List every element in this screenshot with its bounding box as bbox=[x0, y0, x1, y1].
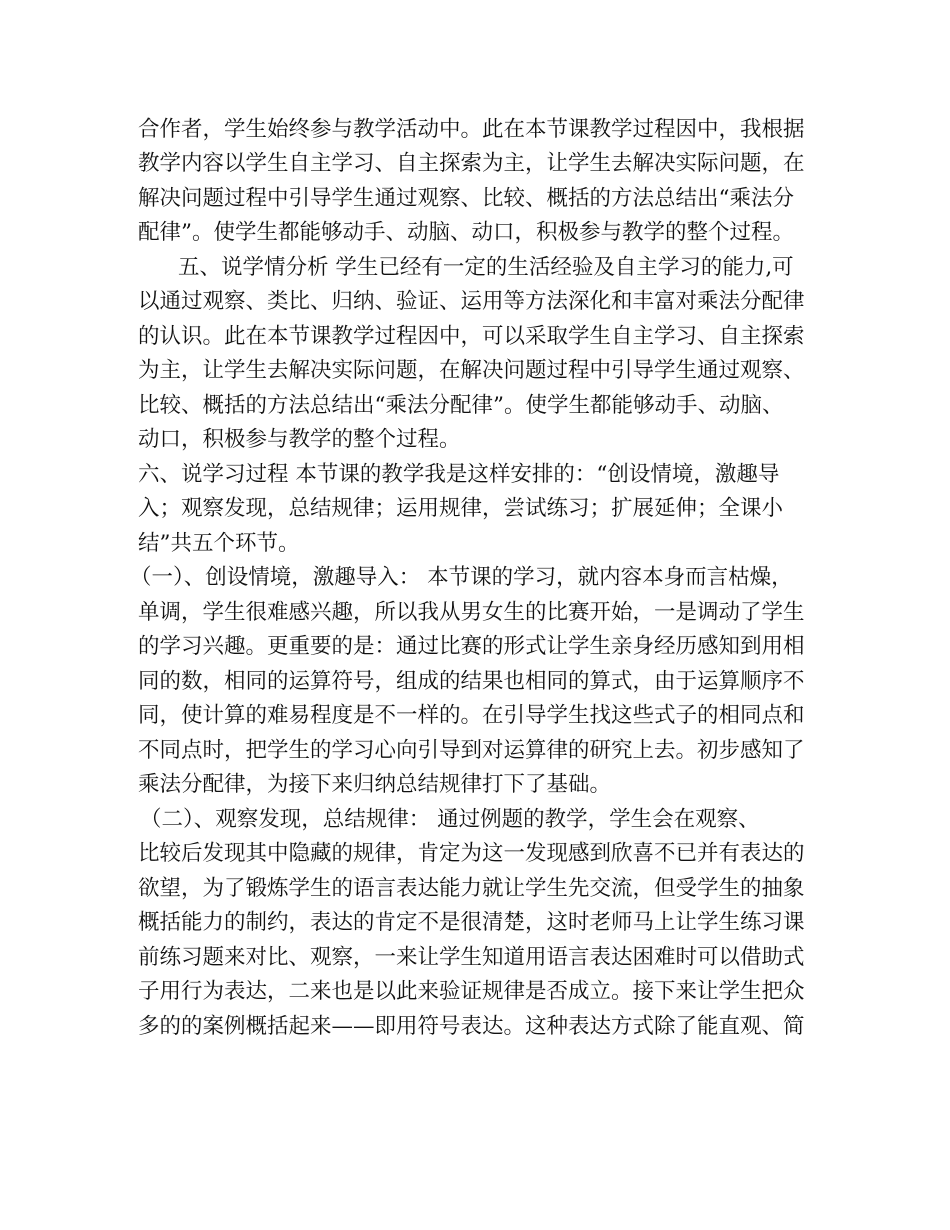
section-heading-line: 六、说学习过程 本节课的教学我是这样安排的：“创设情境，激趣导 bbox=[138, 462, 780, 487]
text-line: 配律”。使学生都能够动手、动脑、动口，积极参与教学的整个过程。 bbox=[138, 220, 794, 245]
subsection-heading-line: （一）、创设情境，激趣导入： 本节课的学习，就内容本身而言枯燥， bbox=[130, 565, 793, 590]
text-line: 比较后发现其中隐藏的规律，肯定为这一发现感到欣喜不已并有表达的 bbox=[138, 841, 805, 866]
text-line: 的认识。此在本节课教学过程因中，可以采取学生自主学习、自主探索 bbox=[138, 324, 805, 349]
text-line: 同的数，相同的运算符号，组成的结果也相同的算式，由于运算顺序不 bbox=[138, 669, 805, 694]
text-line: 的学习兴趣。更重要的是：通过比赛的形式让学生亲身经历感知到用相 bbox=[138, 634, 805, 659]
text-line: 为主，让学生去解决实际问题，在解决问题过程中引导学生通过观察、 bbox=[138, 358, 805, 383]
text-line: 欲望，为了锻炼学生的语言表达能力就让学生先交流，但受学生的抽象 bbox=[138, 876, 805, 901]
text-line: 解决问题过程中引导学生通过观察、比较、概括的方法总结出“乘法分 bbox=[138, 186, 794, 211]
text-line: 不同点时，把学生的学习心向引导到对运算律的研究上去。初步感知了 bbox=[138, 738, 805, 763]
text-line: 乘法分配律，为接下来归纳总结规律打下了基础。 bbox=[138, 772, 612, 797]
text-line: 以通过观察、类比、归纳、验证、运用等方法深化和丰富对乘法分配律 bbox=[138, 289, 805, 314]
text-line: 同，使计算的难易程度是不一样的。在引导学生找这些式子的相同点和 bbox=[138, 703, 805, 728]
section-heading-line: 五、说学情分析 学生已经有一定的生活经验及自主学习的能力,可 bbox=[178, 255, 794, 280]
text-line: 多的的案例概括起来——即用符号表达。这种表达方式除了能直观、简 bbox=[138, 1014, 805, 1039]
text-line: 单调，学生很难感兴趣，所以我从男女生的比赛开始，一是调动了学生 bbox=[138, 600, 805, 625]
text-line: 子用行为表达，二来也是以此来验证规律是否成立。接下来让学生把众 bbox=[138, 979, 805, 1004]
text-line: 比较、概括的方法总结出“乘法分配律”。使学生都能够动手、动脑、 bbox=[138, 393, 784, 418]
subsection-heading-line: （二）、观察发现，总结规律： 通过例题的教学，学生会在观察、 bbox=[140, 807, 760, 832]
text-line: 入；观察发现，总结规律；运用规律，尝试练习；扩展延伸；全课小 bbox=[138, 496, 784, 521]
text-line: 结”共五个环节。 bbox=[138, 531, 300, 556]
text-line: 前练习题来对比、观察，一来让学生知道用语言表达困难时可以借助式 bbox=[138, 945, 805, 970]
text-line: 概括能力的制约，表达的肯定不是很清楚，这时老师马上让学生练习课 bbox=[138, 910, 805, 935]
text-line: 合作者，学生始终参与教学活动中。此在本节课教学过程因中，我根据 bbox=[138, 117, 805, 142]
text-line: 动口，积极参与教学的整个过程。 bbox=[138, 427, 461, 452]
text-line: 教学内容以学生自主学习、自主探索为主，让学生去解决实际问题，在 bbox=[138, 151, 805, 176]
